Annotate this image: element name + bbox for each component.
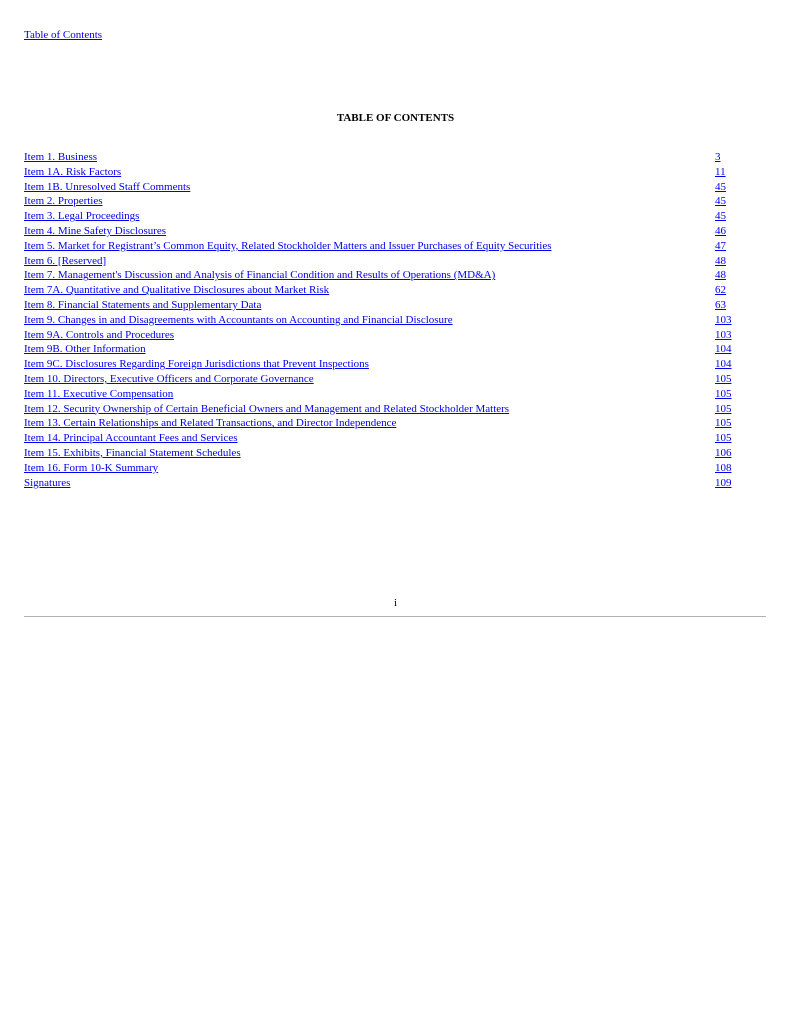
toc-entry-item-14 bbox=[24, 431, 737, 446]
toc-entry-item-15 bbox=[24, 446, 737, 461]
toc-entry-page[interactable]: 46 bbox=[715, 224, 726, 237]
toc-entry-label[interactable]: Item 14. Principal Accountant Fees and Services bbox=[24, 432, 238, 445]
toc-entry-page[interactable]: 45 bbox=[715, 210, 726, 223]
toc-entry-label[interactable]: Item 12. Security Ownership of Certain Beneficial Owners and Management and Related Stockholder Matters bbox=[24, 402, 510, 415]
toc-entry-item-7 bbox=[24, 268, 737, 283]
toc-entry-page[interactable]: 109 bbox=[715, 476, 732, 489]
table-of-contents-link[interactable]: Table of Contents bbox=[24, 29, 103, 41]
toc-entry-page[interactable]: 103 bbox=[715, 313, 732, 326]
toc-entry-page[interactable]: 105 bbox=[715, 432, 732, 445]
toc-entry-item-4 bbox=[24, 224, 737, 239]
toc-entry-label[interactable]: Item 3. Legal Proceedings bbox=[24, 210, 140, 223]
toc-entry-page[interactable]: 45 bbox=[715, 180, 726, 193]
toc-entry-page[interactable]: 48 bbox=[715, 254, 726, 267]
toc-entry-label[interactable]: Item 1B. Unresolved Staff Comments bbox=[24, 180, 191, 193]
toc-title: TABLE OF CONTENTS bbox=[336, 112, 455, 124]
toc-entry-label[interactable]: Item 2. Properties bbox=[24, 195, 103, 208]
toc-entry-item-9c bbox=[24, 357, 737, 372]
toc-entry-item-9a bbox=[24, 328, 737, 343]
toc-entry-page[interactable]: 108 bbox=[715, 461, 732, 474]
page-divider bbox=[24, 616, 766, 617]
page-number: i bbox=[393, 597, 398, 609]
toc-entry-page[interactable]: 105 bbox=[715, 387, 732, 400]
toc-entry-item-16 bbox=[24, 461, 737, 476]
toc-entry-item-9b bbox=[24, 342, 737, 357]
toc-entry-page[interactable]: 103 bbox=[715, 328, 732, 341]
toc-entry-label[interactable]: Item 6. [Reserved] bbox=[24, 254, 107, 267]
toc-entry-page[interactable]: 11 bbox=[715, 165, 726, 178]
toc-entry-page[interactable]: 104 bbox=[715, 358, 732, 371]
toc-entry-label[interactable]: Item 1A. Risk Factors bbox=[24, 165, 122, 178]
toc-list bbox=[24, 150, 737, 490]
toc-entry-item-3 bbox=[24, 209, 737, 224]
toc-entry-label[interactable]: Item 16. Form 10-K Summary bbox=[24, 461, 159, 474]
toc-entry-item-7a bbox=[24, 283, 737, 298]
toc-entry-page[interactable]: 3 bbox=[715, 151, 721, 163]
toc-entry-label[interactable]: Item 9. Changes in and Disagreements with Accountants on Accounting and Financial Disclosure bbox=[24, 313, 453, 326]
toc-entry-item-2 bbox=[24, 194, 737, 209]
toc-entry-signatures bbox=[24, 476, 737, 491]
toc-entry-page[interactable]: 105 bbox=[715, 372, 732, 385]
toc-entry-label[interactable]: Item 9C. Disclosures Regarding Foreign Jurisdictions that Prevent Inspections bbox=[24, 358, 369, 371]
toc-entry-label[interactable]: Item 11. Executive Compensation bbox=[24, 387, 174, 400]
toc-entry-label[interactable]: Item 10. Directors, Executive Officers and Corporate Governance bbox=[24, 372, 314, 385]
toc-entry-label[interactable]: Item 1. Business bbox=[24, 151, 98, 163]
toc-entry-item-6 bbox=[24, 254, 737, 269]
toc-entry-label[interactable]: Item 8. Financial Statements and Supplementary Data bbox=[24, 298, 262, 311]
toc-entry-item-8 bbox=[24, 298, 737, 313]
toc-entry-label[interactable]: Item 15. Exhibits, Financial Statement Schedules bbox=[24, 446, 241, 459]
toc-entry-page[interactable]: 105 bbox=[715, 402, 732, 415]
toc-entry-page[interactable]: 47 bbox=[715, 239, 726, 252]
toc-entry-label[interactable]: Item 5. Market for Registrant’s Common Equity, Related Stockholder Matters and Issuer Purchases of Equity Securities bbox=[24, 239, 552, 252]
toc-entry-page[interactable]: 106 bbox=[715, 446, 732, 459]
toc-entry-label[interactable]: Item 13. Certain Relationships and Related Transactions, and Director Independence bbox=[24, 417, 397, 430]
toc-entry-item-5 bbox=[24, 239, 737, 254]
toc-entry-item-13 bbox=[24, 416, 737, 431]
toc-entry-label[interactable]: Item 7. Management's Discussion and Analysis of Financial Condition and Results of Operations (MD&A) bbox=[24, 269, 496, 282]
toc-entry-item-9 bbox=[24, 313, 737, 328]
toc-entry-item-1b bbox=[24, 180, 737, 195]
toc-entry-item-12 bbox=[24, 402, 737, 417]
toc-entry-label[interactable]: Item 4. Mine Safety Disclosures bbox=[24, 224, 167, 237]
toc-entry-item-1a bbox=[24, 165, 737, 180]
toc-entry-label[interactable]: Item 7A. Quantitative and Qualitative Disclosures about Market Risk bbox=[24, 284, 330, 297]
toc-entry-item-10 bbox=[24, 372, 737, 387]
toc-entry-item-11 bbox=[24, 387, 737, 402]
toc-entry-page[interactable]: 104 bbox=[715, 343, 732, 356]
toc-entry-item-1 bbox=[24, 150, 737, 165]
toc-entry-label[interactable]: Item 9B. Other Information bbox=[24, 343, 146, 356]
toc-entry-label[interactable]: Item 9A. Controls and Procedures bbox=[24, 328, 174, 341]
toc-entry-page[interactable]: 45 bbox=[715, 195, 726, 208]
toc-entry-page[interactable]: 62 bbox=[715, 284, 726, 297]
toc-entry-page[interactable]: 105 bbox=[715, 417, 732, 430]
toc-entry-page[interactable]: 48 bbox=[715, 269, 726, 282]
toc-entry-label[interactable]: Signatures bbox=[24, 476, 71, 489]
toc-entry-page[interactable]: 63 bbox=[715, 298, 726, 311]
